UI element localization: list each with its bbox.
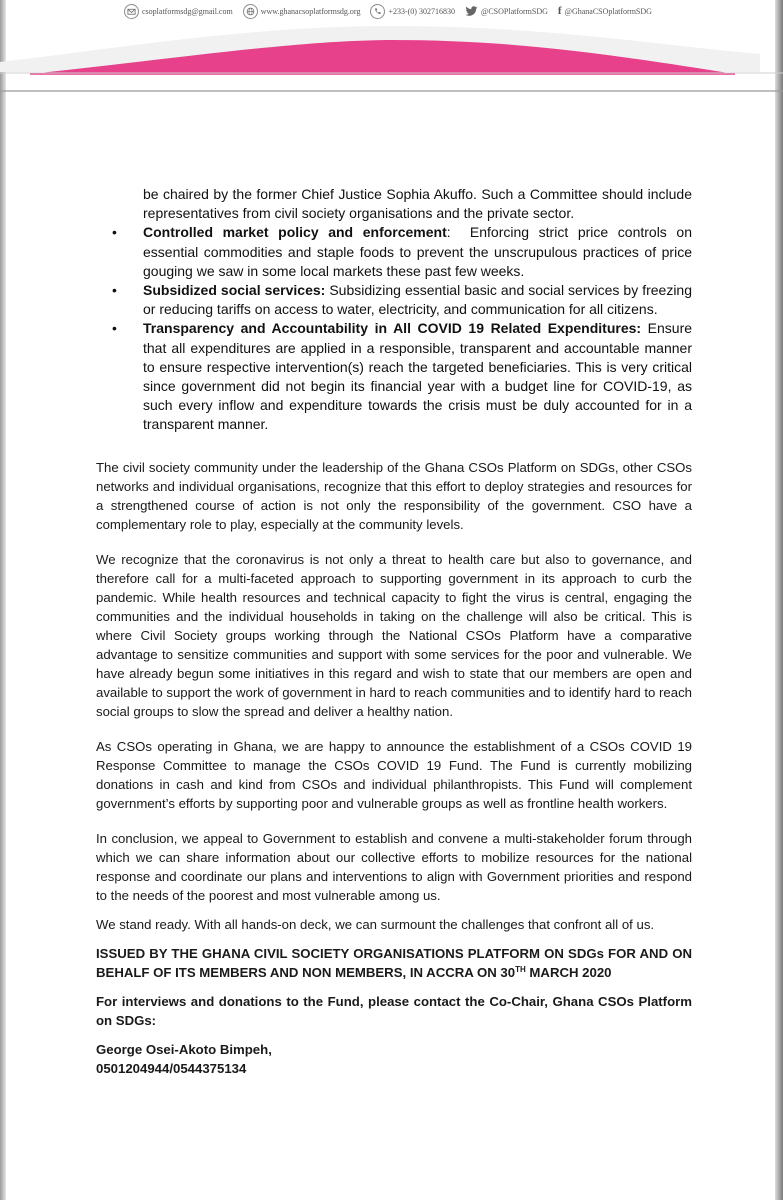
facebook-icon: f <box>557 5 562 17</box>
list-item <box>112 281 692 319</box>
issued-text: ISSUED BY THE GHANA CIVIL SOCIETY ORGANISATIONS PLATFORM ON SDGs FOR AND ON BEHALF OF ITS MEMBERS AND NON MEMBERS, IN ACCRA ON 30 <box>96 946 692 980</box>
phone-text: +233-(0) 302716830 <box>388 6 455 16</box>
bullet-icon: • <box>112 320 117 337</box>
letterhead <box>0 0 783 92</box>
bullet-separator: : <box>446 224 470 241</box>
signatory-phones: 0501204944/0544375134 <box>96 1061 247 1076</box>
website-text: www.ghanacsoplatformsdg.org <box>260 6 361 16</box>
recommendations-list <box>112 185 692 435</box>
bullet-text: Enforcing strict price controls on essential commodities and staple foods to prevent the unscrupulous practices of price gouging we saw in some local markets these past few weeks. <box>143 224 692 279</box>
bullet-icon: • <box>112 282 117 299</box>
statement-body <box>96 458 692 1078</box>
page-edge-left <box>0 0 6 1200</box>
globe-icon <box>243 4 258 19</box>
paragraph-response-committee: As CSOs operating in Ghana, we are happy to announce the establishment of a CSOs COVID 19 Response Committee to manage the CSOs COVID 19 Fund. The Fund is currently mobilizing donations in cash and kind from CSOs and individual philanthropists. This Fund will complement government’s efforts by supporting poor and vulnerable groups as well as frontline health workers. <box>96 739 692 811</box>
issued-statement <box>96 944 692 982</box>
signatory-block <box>96 1040 692 1078</box>
twitter-bird-icon <box>465 6 478 17</box>
email-text: csoplatformsdg@gmail.com <box>142 6 233 16</box>
facebook-text: @GhanaCSOplatformSDG <box>564 6 652 16</box>
phone-contact[interactable] <box>370 4 455 19</box>
twitter-text: @CSOPlatformSDG <box>480 6 548 16</box>
twitter-contact[interactable] <box>465 6 548 17</box>
committee-continuation <box>112 185 692 223</box>
bullet-icon: • <box>112 224 117 241</box>
paragraph-multifaceted-approach: We recognize that the coronavirus is not only a threat to health care but also to governance, and therefore call for a multi-faceted approach to supporting government in its approach to curb the pandemic. While health resources and technical capacity to fight the virus is central, engaging the communities and the individual households in taking on the challenge will also be critical. This is where Civil Society groups working through the National CSOs Platform have a comparative advantage to sensitize communities and support with some services for the poor and vulnerable. We have already begun some initiatives in this regard and wish to state that our members are open and available to support the work of government in hard to reach communities and to identify hard to reach social groups to slow the spread and deliver a healthy nation. <box>96 552 692 719</box>
phone-icon <box>370 4 385 19</box>
bullet-title: Transparency and Accountability in All COVID 19 Related Expenditures: <box>143 320 642 337</box>
contact-note: For interviews and donations to the Fund, please contact the Co-Chair, Ghana CSOs Platform on SDGs: <box>96 994 692 1028</box>
bullet-separator <box>641 320 648 336</box>
website-contact[interactable] <box>243 4 361 19</box>
bullet-text: Subsidizing essential basic and social services by freezing or reducing tariffs on access to water, electricity, and communication for all citizens. <box>143 282 693 318</box>
continuation-text: be chaired by the former Chief Justice Sophia Akuffo. Such a Committee should include representatives from civil society organisations and the private sector. <box>143 186 692 222</box>
facebook-contact[interactable] <box>558 5 652 17</box>
issued-date-month: MARCH 2020 <box>525 965 612 980</box>
email-contact[interactable] <box>124 4 233 19</box>
list-item <box>112 223 692 281</box>
paragraph-stand-ready: We stand ready. With all hands-on deck, we can surmount the challenges that confront all of us. <box>96 917 655 932</box>
page-edge-right <box>775 0 783 1200</box>
bullet-title: Subsidized social services: <box>143 282 326 299</box>
bullet-text: Ensure that all expenditures are applied in a responsible, transparent and accountable manner to ensure respective intervention(s) reach the targeted beneficiaries. This is very critical since government did not begin its financial year with a budget line for COVID-19, as such every inflow and expenditure towards the crisis must be duly accounted for in a transparent manner. <box>143 320 693 433</box>
issued-date-superscript: TH <box>515 965 526 974</box>
envelope-icon <box>124 4 139 19</box>
paragraph-civil-society: The civil society community under the leadership of the Ghana CSOs Platform on SDGs, other CSOs networks and individual organisations, recognize that this effort to deploy strategies and resources for a strengthened course of action is not only the responsibility of the government. CSO have a complementary role to play, especially at the community levels. <box>96 460 692 532</box>
contact-bar <box>124 2 662 20</box>
paragraph-conclusion: In conclusion, we appeal to Government to establish and convene a multi-stakeholder forum through which we can share information about our collective efforts to mobilize resources for the national response and coordinate our plans and interventions to align with Government priorities and respond to the needs of the poorest and most vulnerable among us. <box>96 831 692 903</box>
bullet-title: Controlled market policy and enforcement <box>143 224 447 241</box>
signatory-name: George Osei-Akoto Bimpeh, <box>96 1042 272 1057</box>
list-item <box>112 319 692 434</box>
